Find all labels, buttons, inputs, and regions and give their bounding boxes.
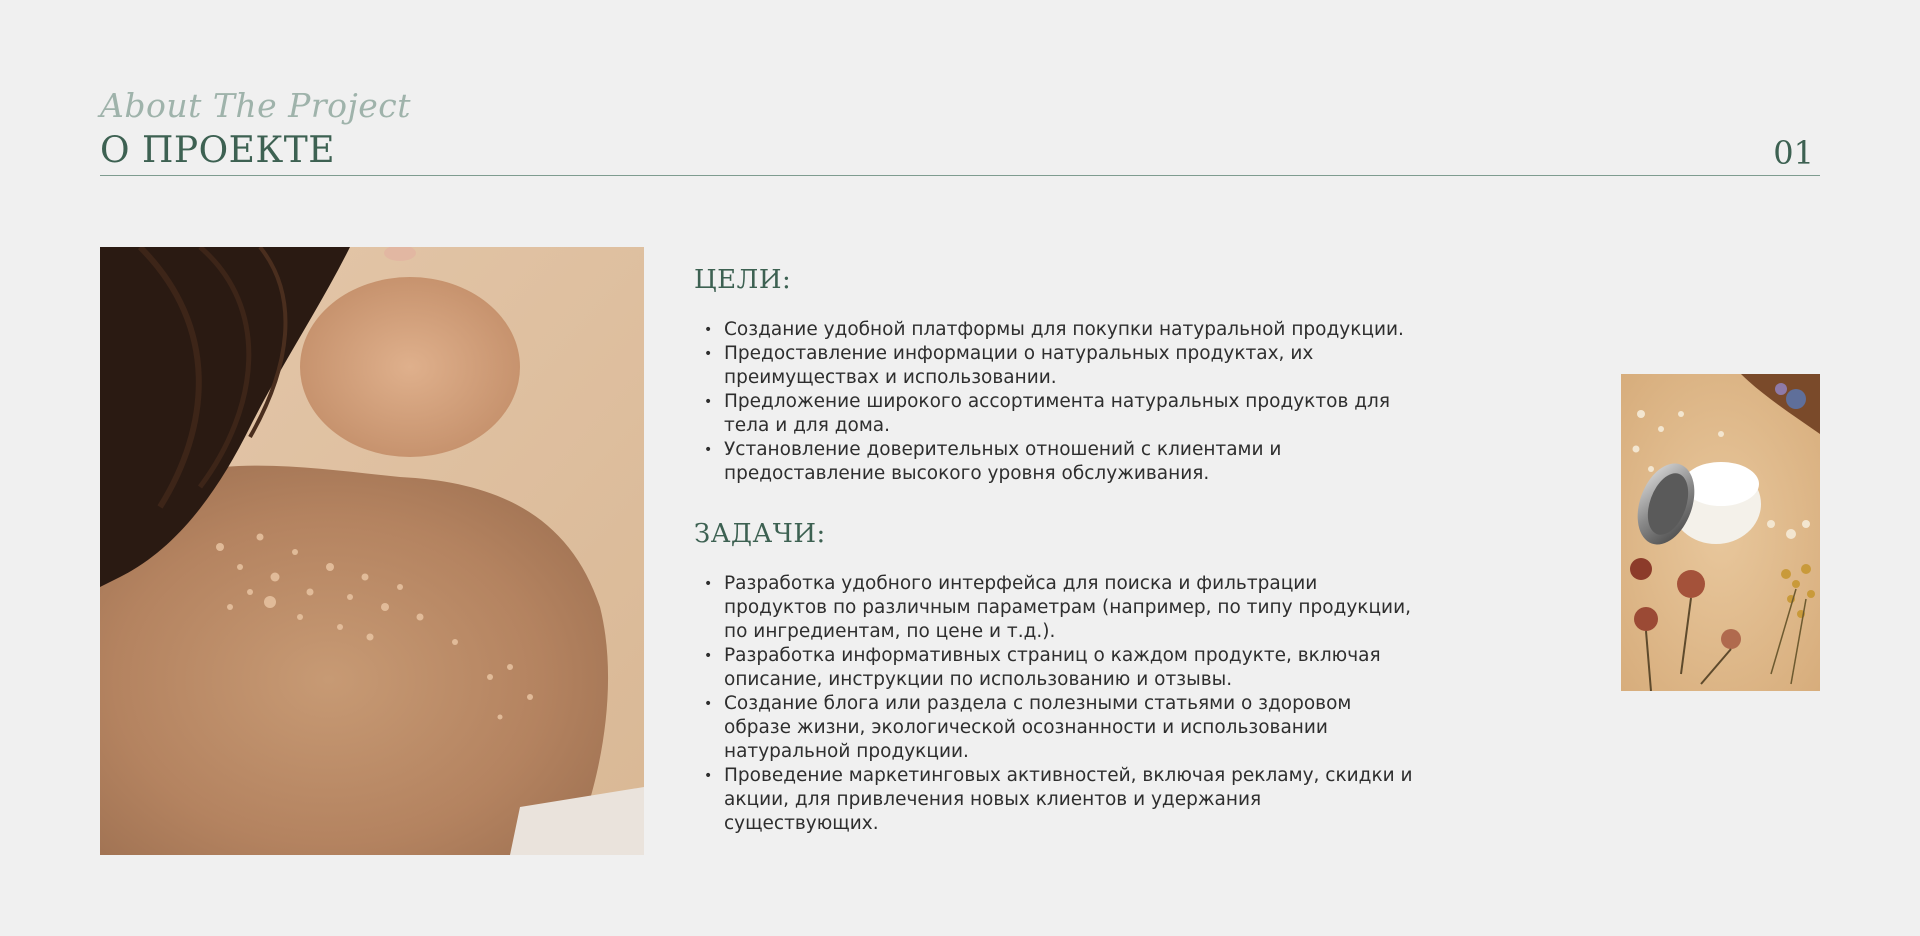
list-item: • Разработка удобного интерфейса для поиска и фильтрации продуктов по различным параметрам (например, по типу продукции, по ингредиентам, по цене и т.д.).	[694, 572, 1414, 644]
header-divider	[100, 175, 1820, 176]
cream-jar-photo	[1621, 374, 1820, 691]
list-item: • Создание блога или раздела с полезными статьями о здоровом образе жизни, экологической осознанности и использовании натуральной продукции.	[694, 692, 1414, 764]
list-item: • Предоставление информации о натуральных продуктах, их преимуществах и использовании.	[694, 342, 1414, 390]
shoulder-photo	[100, 247, 644, 855]
content-column	[694, 262, 1414, 836]
page-number: 01	[1773, 134, 1814, 172]
tasks-heading: ЗАДАЧИ:	[694, 519, 826, 549]
tasks-list	[694, 572, 1414, 836]
list-item: • Разработка информативных страниц о каждом продукте, включая описание, инструкции по использованию и отзывы.	[694, 644, 1414, 692]
list-item: • Создание удобной платформы для покупки натуральной продукции.	[694, 318, 1414, 342]
script-subtitle: About The Project	[100, 86, 411, 125]
goals-list	[694, 318, 1414, 486]
list-item: • Установление доверительных отношений с клиентами и предоставление высокого уровня обслуживания.	[694, 438, 1414, 486]
list-item: • Предложение широкого ассортимента натуральных продуктов для тела и для дома.	[694, 390, 1414, 438]
list-item: • Проведение маркетинговых активностей, включая рекламу, скидки и акции, для привлечения новых клиентов и удержания существующих.	[694, 764, 1414, 836]
goals-heading: ЦЕЛИ:	[694, 265, 792, 295]
page-title: О ПРОЕКТЕ	[100, 130, 336, 171]
